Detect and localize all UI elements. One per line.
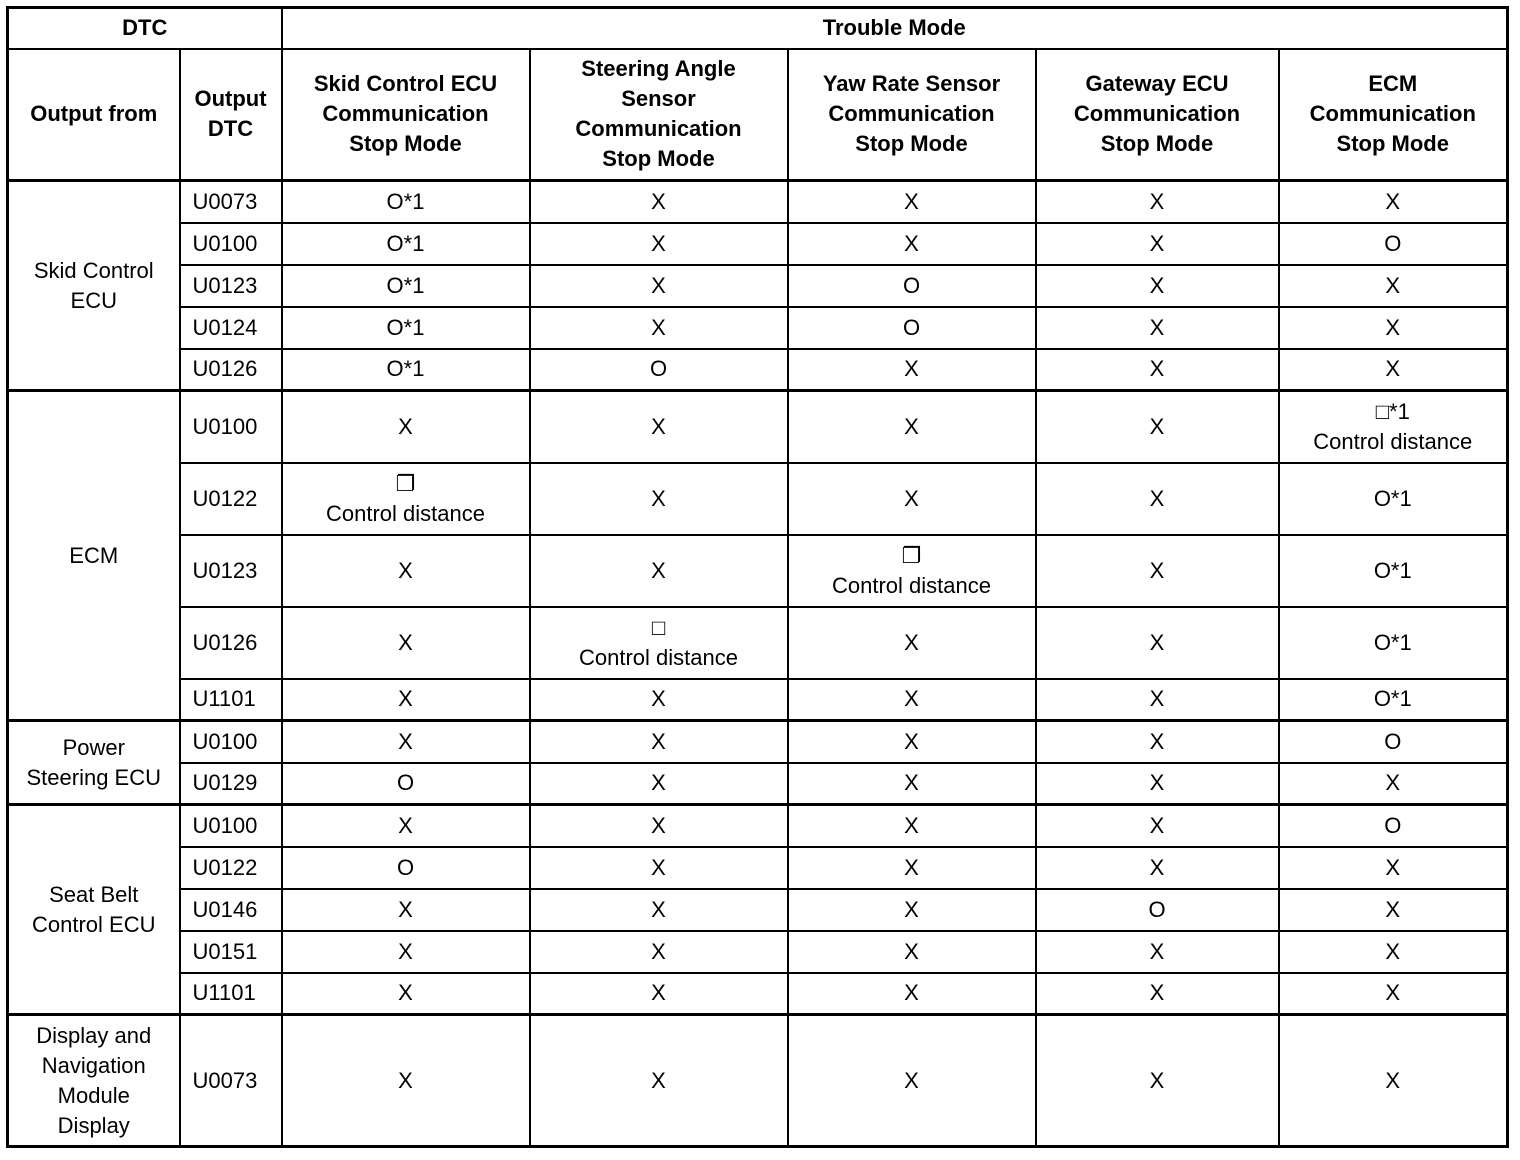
table-row: [8, 973, 1508, 1015]
dtc-header: DTC: [8, 8, 282, 49]
mode-mark: X: [1385, 188, 1401, 214]
trouble-mode-cell: [282, 721, 530, 763]
mode-note: Control distance: [1313, 428, 1473, 454]
trouble-mode-cell: [282, 973, 530, 1015]
trouble-mode-cell: [530, 463, 788, 535]
trouble-mode-cell: [282, 607, 530, 679]
mode-mark: □: [651, 614, 666, 640]
trouble-mode-cell: [1279, 307, 1508, 349]
table-row: [8, 679, 1508, 721]
output-from-cell: [8, 721, 180, 805]
mode-mark: X: [1149, 230, 1165, 256]
trouble-mode-cell: [530, 391, 788, 463]
output-from-line: Steering ECU: [26, 764, 161, 790]
trouble-mode-cell: [788, 391, 1036, 463]
trouble-mode-cell: [788, 763, 1036, 805]
trouble-mode-cell: [530, 679, 788, 721]
mode-mark: X: [1385, 1067, 1401, 1093]
mode-mark: O: [1148, 896, 1166, 922]
trouble-mode-cell: [1279, 265, 1508, 307]
trouble-mode-cell: [282, 349, 530, 391]
mode-mark: X: [1385, 314, 1401, 340]
mode-mark: O: [649, 356, 668, 382]
output-dtc-header: [180, 49, 282, 181]
mode-mark: X: [904, 356, 919, 382]
trouble-mode-cell: [282, 223, 530, 265]
mode-mark: X: [1149, 629, 1165, 655]
trouble-mode-cell: [530, 721, 788, 763]
trouble-mode-cell: [788, 265, 1036, 307]
trouble-mode-cell: [1036, 973, 1279, 1015]
mode-mark: X: [651, 557, 666, 583]
trouble-mode-cell: [282, 535, 530, 607]
trouble-mode-cell: [788, 847, 1036, 889]
trouble-mode-cell: [788, 535, 1036, 607]
output-dtc-cell: U0122: [180, 463, 282, 535]
mode-mark: X: [904, 413, 919, 439]
trouble-mode-cell: [282, 181, 530, 223]
output-from-header: Output from: [8, 49, 180, 181]
trouble-mode-cell: [530, 889, 788, 931]
trouble-mode-cell: [1279, 763, 1508, 805]
mode-mark: X: [1149, 272, 1165, 298]
mode-mark: X: [1385, 770, 1401, 796]
mode-mark: O*1: [1373, 557, 1412, 583]
mode-header-line: Stop Mode: [602, 146, 715, 172]
trouble-mode-cell: [282, 265, 530, 307]
mode-mark: O: [1384, 230, 1402, 256]
mode-mark: X: [904, 812, 919, 838]
trouble-mode-cell: [530, 265, 788, 307]
table-row: [8, 805, 1508, 847]
trouble-mode-cell: [1279, 847, 1508, 889]
trouble-mode-cell: [1279, 181, 1508, 223]
trouble-mode-cell: [1036, 535, 1279, 607]
mode-mark: X: [651, 686, 666, 712]
yaw-rate-stop-mode-header: [788, 49, 1036, 181]
trouble-mode-cell: [530, 349, 788, 391]
mode-mark: X: [651, 770, 666, 796]
mode-mark: X: [651, 485, 666, 511]
mode-mark: O: [902, 314, 921, 340]
output-dtc-cell: U0123: [180, 535, 282, 607]
trouble-mode-cell: [530, 973, 788, 1015]
table-row: [8, 1015, 1508, 1147]
output-from-line: Display and: [36, 1022, 152, 1048]
trouble-mode-cell: [530, 763, 788, 805]
table-row: [8, 181, 1508, 223]
mode-mark: X: [651, 1067, 666, 1093]
mode-mark: O*1: [1373, 629, 1412, 655]
mode-mark: X: [1149, 980, 1165, 1006]
trouble-mode-cell: [788, 973, 1036, 1015]
mode-mark: X: [1149, 686, 1165, 712]
mode-mark: O*1: [1373, 485, 1412, 511]
mode-mark: X: [1385, 938, 1401, 964]
mode-mark: O*1: [386, 272, 425, 298]
mode-mark: X: [904, 770, 919, 796]
mode-header-line: Communication: [575, 116, 742, 142]
mode-mark: X: [651, 188, 666, 214]
trouble-mode-cell: [530, 223, 788, 265]
mode-mark: X: [1385, 356, 1401, 382]
mode-mark: X: [1149, 314, 1165, 340]
trouble-mode-cell: [1036, 349, 1279, 391]
trouble-mode-cell: [788, 349, 1036, 391]
mode-mark: X: [398, 728, 413, 754]
trouble-mode-cell: [1279, 391, 1508, 463]
trouble-mode-cell: [282, 463, 530, 535]
mode-header-line: Communication: [322, 101, 489, 127]
output-from-cell: [8, 391, 180, 721]
mode-mark: ❐: [395, 470, 416, 496]
trouble-mode-cell: [788, 721, 1036, 763]
trouble-mode-cell: [282, 805, 530, 847]
mode-header-line: Stop Mode: [1336, 131, 1449, 157]
gateway-ecu-stop-mode-header: [1036, 49, 1279, 181]
trouble-mode-cell: [1036, 805, 1279, 847]
trouble-mode-cell: [788, 463, 1036, 535]
trouble-mode-cell: [788, 307, 1036, 349]
mode-mark: O*1: [386, 230, 425, 256]
mode-note: Control distance: [579, 644, 738, 670]
output-dtc-cell: U0151: [180, 931, 282, 973]
table-row: [8, 265, 1508, 307]
mode-mark: X: [398, 1067, 413, 1093]
mode-mark: X: [398, 938, 413, 964]
mode-header-line: Stop Mode: [855, 131, 968, 157]
mode-mark: O: [1384, 728, 1402, 754]
mode-note: Control distance: [326, 500, 485, 526]
output-from-line: Navigation: [41, 1052, 146, 1078]
dtc-trouble-mode-table: [6, 6, 1509, 1148]
mode-mark: X: [651, 314, 666, 340]
trouble-mode-cell: [1036, 223, 1279, 265]
mode-header-line: Skid Control ECU: [313, 71, 498, 97]
mode-mark: X: [398, 413, 413, 439]
mode-header-line: Sensor: [621, 86, 696, 112]
output-from-line: ECM: [69, 542, 119, 568]
trouble-mode-cell: [1279, 349, 1508, 391]
mode-header-line: Steering Angle: [581, 56, 736, 82]
trouble-mode-cell: [1036, 847, 1279, 889]
header-row-top: [8, 8, 1508, 49]
table-row: [8, 763, 1508, 805]
trouble-mode-cell: [1036, 931, 1279, 973]
output-from-line: Display: [57, 1112, 130, 1138]
trouble-mode-cell: [530, 535, 788, 607]
trouble-mode-cell: [530, 805, 788, 847]
mode-mark: X: [398, 896, 413, 922]
output-dtc-cell: U0073: [180, 181, 282, 223]
mode-mark: X: [651, 272, 666, 298]
trouble-mode-cell: [530, 181, 788, 223]
output-from-cell: [8, 181, 180, 391]
mode-mark: X: [904, 686, 919, 712]
output-dtc-cell: U0126: [180, 349, 282, 391]
mode-header-line: Gateway ECU: [1085, 71, 1229, 97]
mode-mark: X: [651, 230, 666, 256]
mode-header-line: Communication: [1073, 101, 1241, 127]
mode-mark: X: [398, 629, 413, 655]
mode-mark: X: [398, 557, 413, 583]
mode-mark: X: [1385, 980, 1401, 1006]
trouble-mode-cell: [1279, 679, 1508, 721]
mode-mark: ❐: [901, 542, 922, 568]
mode-mark: X: [904, 485, 919, 511]
table-row: [8, 391, 1508, 463]
ecm-stop-mode-header: [1279, 49, 1508, 181]
mode-mark: O*1: [1373, 686, 1412, 712]
trouble-mode-cell: [282, 679, 530, 721]
mode-mark: X: [398, 980, 413, 1006]
mode-header-line: Communication: [1309, 101, 1476, 127]
output-dtc-cell: U0073: [180, 1015, 282, 1147]
mode-mark: X: [1149, 356, 1165, 382]
mode-mark: X: [904, 728, 919, 754]
output-from-line: ECU: [70, 287, 117, 313]
output-dtc-cell: U1101: [180, 679, 282, 721]
mode-mark: X: [398, 812, 413, 838]
trouble-mode-cell: [1279, 973, 1508, 1015]
trouble-mode-cell: [788, 607, 1036, 679]
output-dtc-cell: U0122: [180, 847, 282, 889]
trouble-mode-cell: [1036, 763, 1279, 805]
mode-header-line: ECM: [1368, 71, 1418, 97]
table-row: [8, 889, 1508, 931]
mode-header-line: Stop Mode: [1100, 131, 1214, 157]
output-dtc-header-line: Output: [194, 86, 267, 112]
trouble-mode-cell: [282, 307, 530, 349]
mode-mark: X: [1385, 896, 1401, 922]
trouble-mode-cell: [1036, 679, 1279, 721]
output-dtc-cell: U0100: [180, 721, 282, 763]
table-body: [8, 181, 1508, 1147]
mode-header-line: Stop Mode: [349, 131, 462, 157]
trouble-mode-cell: [530, 607, 788, 679]
trouble-mode-cell: [282, 889, 530, 931]
output-from-cell: [8, 805, 180, 1015]
mode-mark: X: [1149, 938, 1165, 964]
mode-mark: X: [904, 896, 919, 922]
output-from-cell: [8, 1015, 180, 1147]
mode-mark: X: [1149, 728, 1165, 754]
mode-mark: X: [904, 1067, 919, 1093]
trouble-mode-cell: [1279, 889, 1508, 931]
trouble-mode-cell: [1279, 535, 1508, 607]
trouble-mode-cell: [1279, 223, 1508, 265]
output-dtc-cell: U0100: [180, 223, 282, 265]
trouble-mode-cell: [1279, 805, 1508, 847]
output-dtc-cell: U0100: [180, 391, 282, 463]
output-dtc-cell: U0129: [180, 763, 282, 805]
trouble-mode-cell: [1279, 721, 1508, 763]
mode-header-line: Communication: [828, 101, 995, 127]
mode-mark: O: [1384, 812, 1402, 838]
mode-mark: X: [651, 980, 666, 1006]
trouble-mode-cell: [1036, 721, 1279, 763]
table-row: [8, 307, 1508, 349]
trouble-mode-cell: [1279, 463, 1508, 535]
trouble-mode-cell: [1036, 265, 1279, 307]
mode-mark: X: [398, 686, 413, 712]
mode-mark: X: [651, 896, 666, 922]
mode-mark: X: [1149, 854, 1165, 880]
table-row: [8, 721, 1508, 763]
mode-mark: X: [904, 938, 919, 964]
trouble-mode-cell: [788, 805, 1036, 847]
trouble-mode-cell: [1279, 931, 1508, 973]
mode-mark: O: [396, 770, 415, 796]
trouble-mode-cell: [282, 1015, 530, 1147]
trouble-mode-cell: [788, 889, 1036, 931]
trouble-mode-cell: [788, 181, 1036, 223]
trouble-mode-cell: [1036, 607, 1279, 679]
trouble-mode-cell: [282, 847, 530, 889]
table-row: [8, 223, 1508, 265]
mode-mark: X: [651, 812, 666, 838]
output-from-line: Power: [62, 734, 125, 760]
trouble-mode-cell: [788, 223, 1036, 265]
mode-mark: X: [1149, 413, 1165, 439]
trouble-mode-cell: [788, 679, 1036, 721]
trouble-mode-cell: [1036, 889, 1279, 931]
output-from-line: Seat Belt: [49, 881, 139, 907]
mode-mark: X: [651, 728, 666, 754]
trouble-mode-cell: [282, 931, 530, 973]
trouble-mode-cell: [788, 931, 1036, 973]
mode-mark: O*1: [386, 356, 425, 382]
output-dtc-cell: U0146: [180, 889, 282, 931]
output-dtc-cell: U0100: [180, 805, 282, 847]
trouble-mode-cell: [1279, 607, 1508, 679]
trouble-mode-cell: [530, 847, 788, 889]
trouble-mode-cell: [282, 763, 530, 805]
skid-control-stop-mode-header: [282, 49, 530, 181]
output-dtc-header-line: DTC: [207, 116, 254, 142]
mode-mark: X: [904, 230, 919, 256]
trouble-mode-cell: [530, 307, 788, 349]
mode-mark: X: [651, 938, 666, 964]
trouble-mode-cell: [1036, 463, 1279, 535]
table-row: [8, 535, 1508, 607]
mode-mark: X: [904, 854, 919, 880]
mode-mark: □*1: [1375, 398, 1410, 424]
mode-mark: X: [1385, 854, 1401, 880]
trouble-mode-cell: [530, 1015, 788, 1147]
table-row: [8, 847, 1508, 889]
mode-mark: O: [902, 272, 921, 298]
mode-mark: X: [1149, 1067, 1165, 1093]
mode-mark: X: [904, 980, 919, 1006]
mode-mark: X: [1149, 770, 1165, 796]
output-dtc-cell: U0126: [180, 607, 282, 679]
trouble-mode-cell: [1279, 1015, 1508, 1147]
mode-mark: O: [396, 854, 415, 880]
mode-mark: X: [1385, 272, 1401, 298]
mode-mark: X: [904, 629, 919, 655]
mode-mark: X: [1149, 485, 1165, 511]
table-row: [8, 463, 1508, 535]
mode-header-line: Yaw Rate Sensor: [822, 71, 1001, 97]
mode-mark: X: [1149, 557, 1165, 583]
table-row: [8, 349, 1508, 391]
mode-note: Control distance: [832, 572, 991, 598]
output-from-line: Module: [57, 1082, 130, 1108]
mode-mark: X: [651, 413, 666, 439]
trouble-mode-cell: [1036, 1015, 1279, 1147]
mode-mark: O*1: [386, 314, 425, 340]
mode-mark: O*1: [386, 188, 425, 214]
output-dtc-cell: U0123: [180, 265, 282, 307]
steering-angle-stop-mode-header: [530, 49, 788, 181]
mode-mark: X: [1149, 812, 1165, 838]
mode-mark: X: [1149, 188, 1165, 214]
header-row-columns: [8, 49, 1508, 181]
output-from-line: Control ECU: [32, 911, 156, 937]
table-row: [8, 607, 1508, 679]
trouble-mode-cell: [282, 391, 530, 463]
trouble-mode-cell: [530, 931, 788, 973]
trouble-mode-header: Trouble Mode: [282, 8, 1508, 49]
trouble-mode-cell: [1036, 307, 1279, 349]
table-row: [8, 931, 1508, 973]
output-dtc-cell: U1101: [180, 973, 282, 1015]
trouble-mode-cell: [1036, 391, 1279, 463]
mode-mark: X: [904, 188, 919, 214]
trouble-mode-cell: [1036, 181, 1279, 223]
output-dtc-cell: U0124: [180, 307, 282, 349]
trouble-mode-cell: [788, 1015, 1036, 1147]
mode-mark: X: [651, 854, 666, 880]
output-from-line: Skid Control: [33, 257, 154, 283]
